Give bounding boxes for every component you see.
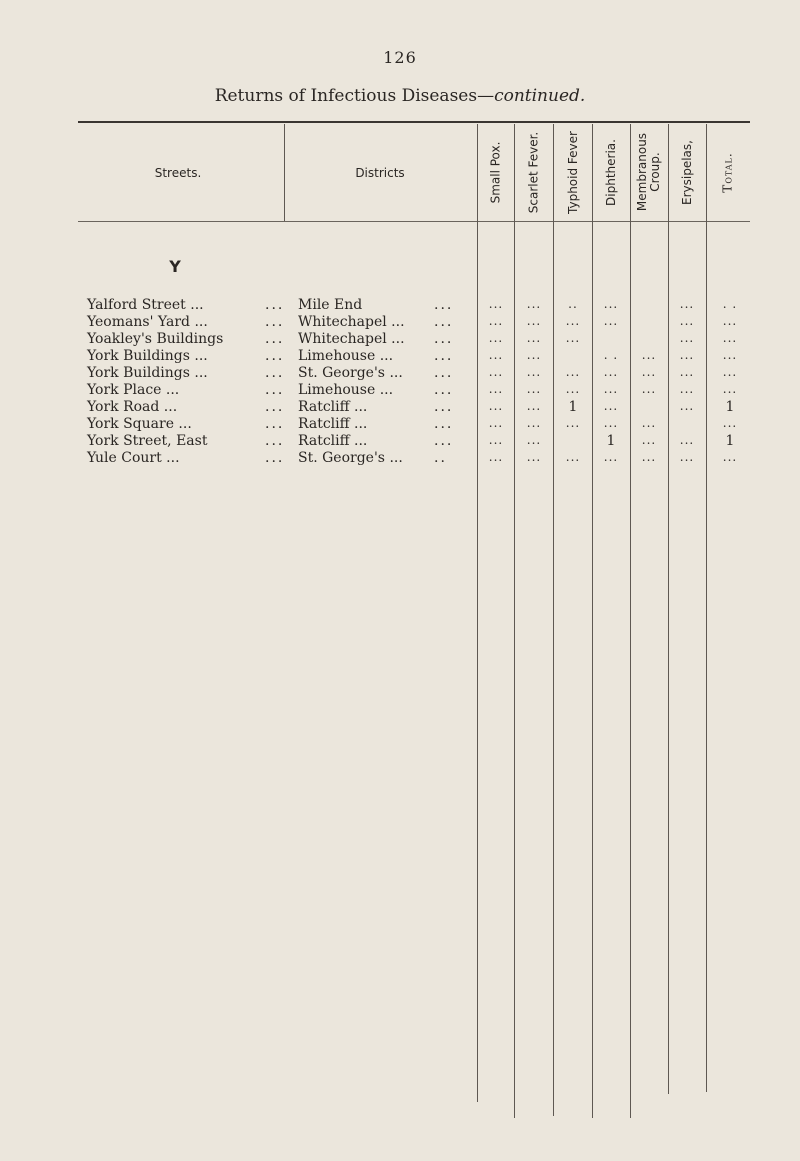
cell-erysipelas: ... <box>679 399 695 413</box>
header-bottom-rule <box>78 221 750 222</box>
street-name: Yalford Street ... <box>87 297 204 313</box>
column-rule <box>668 124 669 1094</box>
cell-diphtheria: ... <box>603 450 619 464</box>
district-name: Whitechapel ... <box>298 314 405 330</box>
cell-scarlet-fever: ... <box>526 348 542 362</box>
cell-erysipelas: ... <box>679 450 695 464</box>
table-row <box>0 450 800 467</box>
cell-total: 1 <box>725 399 735 415</box>
cell-small-pox: ... <box>488 314 504 328</box>
title-text: Returns of Infectious Diseases— <box>214 86 495 106</box>
cell-total: ... <box>722 450 738 464</box>
dot-leader: ... <box>265 399 285 415</box>
street-name: York Square ... <box>87 416 192 432</box>
dot-leader: ... <box>265 297 285 313</box>
cell-small-pox: ... <box>488 450 504 464</box>
dot-leader: ... <box>434 416 454 432</box>
cell-diphtheria: ... <box>603 314 619 328</box>
dot-leader: ... <box>265 331 285 347</box>
column-rule <box>477 124 478 1102</box>
header-erysipelas: Erysipelas, <box>680 139 694 205</box>
cell-erysipelas: ... <box>679 365 695 379</box>
street-name: Yoakley's Buildings <box>87 331 224 347</box>
section-letter: Y <box>169 257 181 276</box>
cell-diphtheria: . . <box>603 348 619 362</box>
dot-leader: ... <box>434 433 454 449</box>
dot-leader: .. <box>434 450 447 466</box>
column-rule <box>706 124 707 1092</box>
cell-typhoid-fever: ... <box>565 365 581 379</box>
header-diphtheria: Diphtheria. <box>604 138 618 206</box>
cell-erysipelas: ... <box>679 382 695 396</box>
cell-small-pox: ... <box>488 416 504 430</box>
district-name: Limehouse ... <box>298 348 394 364</box>
table-row <box>0 433 800 450</box>
cell-scarlet-fever: ... <box>526 399 542 413</box>
dot-leader: ... <box>265 314 285 330</box>
column-rule <box>553 124 554 1116</box>
dot-leader: ... <box>265 433 285 449</box>
street-name: York Road ... <box>87 399 178 415</box>
district-name: St. George's ... <box>298 450 403 466</box>
column-rule <box>630 124 631 1118</box>
district-name: Limehouse ... <box>298 382 394 398</box>
dot-leader: ... <box>265 416 285 432</box>
column-rule <box>514 124 515 1118</box>
cell-small-pox: ... <box>488 348 504 362</box>
cell-erysipelas: ... <box>679 433 695 447</box>
title-continued: continued. <box>494 86 586 106</box>
dot-leader: ... <box>434 399 454 415</box>
dot-leader: ... <box>434 314 454 330</box>
district-name: Ratcliff ... <box>298 433 368 449</box>
cell-membranous-croup: ... <box>641 416 657 430</box>
street-name: York Buildings ... <box>87 348 208 364</box>
cell-total: ... <box>722 314 738 328</box>
cell-diphtheria: ... <box>603 399 619 413</box>
cell-total: ... <box>722 382 738 396</box>
cell-scarlet-fever: ... <box>526 331 542 345</box>
dot-leader: ... <box>434 331 454 347</box>
dot-leader: ... <box>265 348 285 364</box>
cell-scarlet-fever: ... <box>526 365 542 379</box>
header-typhoid-fever: Typhoid Fever <box>565 130 580 214</box>
cell-diphtheria: ... <box>603 416 619 430</box>
cell-typhoid-fever: 1 <box>568 399 578 415</box>
cell-typhoid-fever: ... <box>565 314 581 328</box>
cell-membranous-croup: ... <box>641 450 657 464</box>
dot-leader: ... <box>434 348 454 364</box>
header-scarlet-fever: Scarlet Fever. <box>526 131 541 213</box>
cell-small-pox: ... <box>488 399 504 413</box>
district-name: Ratcliff ... <box>298 399 368 415</box>
cell-erysipelas: ... <box>679 348 695 362</box>
street-name: York Place ... <box>87 382 180 398</box>
cell-erysipelas: ... <box>679 314 695 328</box>
cell-small-pox: ... <box>488 297 504 311</box>
cell-membranous-croup: ... <box>641 382 657 396</box>
header-districts: Districts <box>355 166 405 180</box>
column-rule <box>592 124 593 1118</box>
district-name: St. George's ... <box>298 365 403 381</box>
header-streets: Streets. <box>154 166 202 180</box>
cell-scarlet-fever: ... <box>526 382 542 396</box>
table-top-rule <box>78 121 750 123</box>
header-total: Total. <box>721 151 735 193</box>
street-name: York Street, East <box>87 433 208 449</box>
dot-leader: ... <box>434 365 454 381</box>
table-row <box>0 365 800 382</box>
cell-total: ... <box>722 331 738 345</box>
cell-diphtheria: 1 <box>606 433 616 449</box>
district-name: Mile End <box>298 297 363 313</box>
cell-erysipelas: ... <box>679 331 695 345</box>
cell-total: ... <box>722 365 738 379</box>
cell-total: ... <box>722 416 738 430</box>
cell-total: . . <box>722 297 738 311</box>
dot-leader: ... <box>265 382 285 398</box>
street-name: York Buildings ... <box>87 365 208 381</box>
table-row <box>0 331 800 348</box>
cell-scarlet-fever: ... <box>526 314 542 328</box>
cell-scarlet-fever: ... <box>526 416 542 430</box>
dot-leader: ... <box>265 365 285 381</box>
cell-scarlet-fever: ... <box>526 297 542 311</box>
cell-typhoid-fever: ... <box>565 450 581 464</box>
district-name: Whitechapel ... <box>298 331 405 347</box>
cell-diphtheria: ... <box>603 365 619 379</box>
dot-leader: ... <box>434 297 454 313</box>
cell-membranous-croup: ... <box>641 365 657 379</box>
dot-leader: ... <box>265 450 285 466</box>
cell-small-pox: ... <box>488 433 504 447</box>
table-row <box>0 416 800 433</box>
street-name: Yeomans' Yard ... <box>87 314 208 330</box>
cell-typhoid-fever: ... <box>565 416 581 430</box>
cell-total: 1 <box>725 433 735 449</box>
cell-membranous-croup: ... <box>641 433 657 447</box>
table-row <box>0 348 800 365</box>
header-small-pox: Small Pox. <box>488 141 503 203</box>
table-row <box>0 382 800 399</box>
cell-typhoid-fever: ... <box>565 331 581 345</box>
header-membranous-croup: Membranous Croup. <box>635 132 663 212</box>
cell-scarlet-fever: ... <box>526 433 542 447</box>
cell-scarlet-fever: ... <box>526 450 542 464</box>
cell-diphtheria: ... <box>603 297 619 311</box>
cell-diphtheria: ... <box>603 382 619 396</box>
cell-small-pox: ... <box>488 365 504 379</box>
cell-total: ... <box>722 348 738 362</box>
table-row <box>0 314 800 331</box>
street-name: Yule Court ... <box>87 450 180 466</box>
table-row <box>0 399 800 416</box>
page-title <box>0 86 800 106</box>
district-name: Ratcliff ... <box>298 416 368 432</box>
cell-membranous-croup: ... <box>641 348 657 362</box>
page-number: 126 <box>383 48 417 67</box>
cell-small-pox: ... <box>488 382 504 396</box>
cell-typhoid-fever: ... <box>565 382 581 396</box>
cell-erysipelas: ... <box>679 297 695 311</box>
cell-typhoid-fever: .. <box>568 297 578 311</box>
cell-small-pox: ... <box>488 331 504 345</box>
dot-leader: ... <box>434 382 454 398</box>
table-row <box>0 297 800 314</box>
